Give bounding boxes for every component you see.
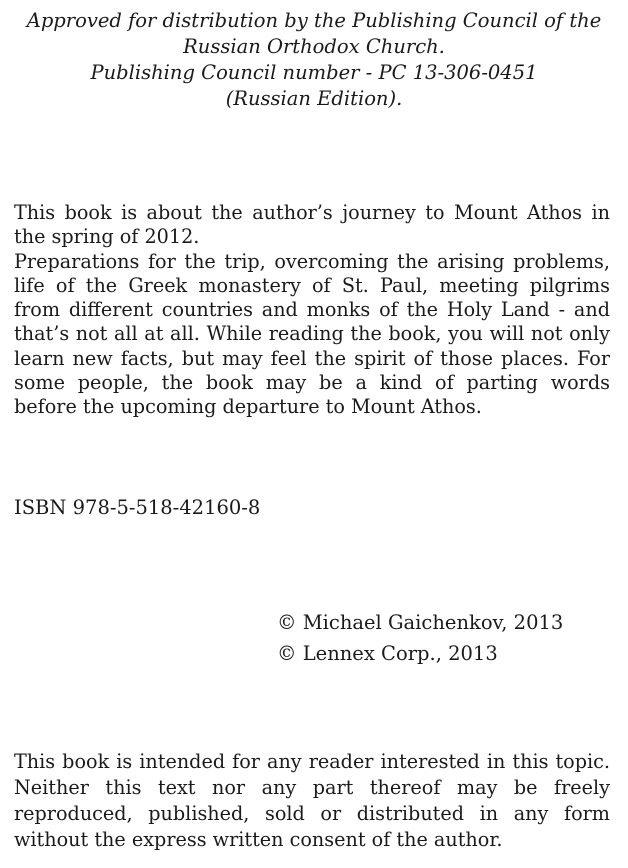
approval-line: Approved for distribution by the Publishing Council of the [26,9,602,32]
copyright-block [277,607,563,669]
approval-line: Russian Orthodox Church. [183,35,445,58]
copyright-line: © Michael Gaichenkov, 2013 [277,611,564,634]
approval-block [14,8,614,112]
description-paragraph: Preparations for the trip, overcoming the arising problems, life of the Greek monastery of St. Paul, meeting pilgrims from different countries and monks of the Holy Land - and that’s not all at all. While reading the book, you will not only learn new facts, but may feel the spirit of those places. For some people, the book may be a kind of parting words before the upcoming departure to Mount Athos. [14,249,610,419]
approval-line: (Russian Edition). [225,87,403,110]
rights-notice [14,749,610,853]
book-description [14,201,610,420]
rights-notice-text: This book is intended for any reader interested in this topic. Neither this text nor any part thereof may be freely reproduced, published, sold or distributed in any form without the express written consent of the author. [14,750,610,851]
description-paragraph: This book is about the author’s journey to Mount Athos in the spring of 2012. [14,201,610,249]
isbn: ISBN 978-5-518-42160-8 [14,496,261,519]
approval-line: Publishing Council number - PC 13-306-0451 [90,61,538,84]
copyright-line: © Lennex Corp., 2013 [277,642,498,665]
